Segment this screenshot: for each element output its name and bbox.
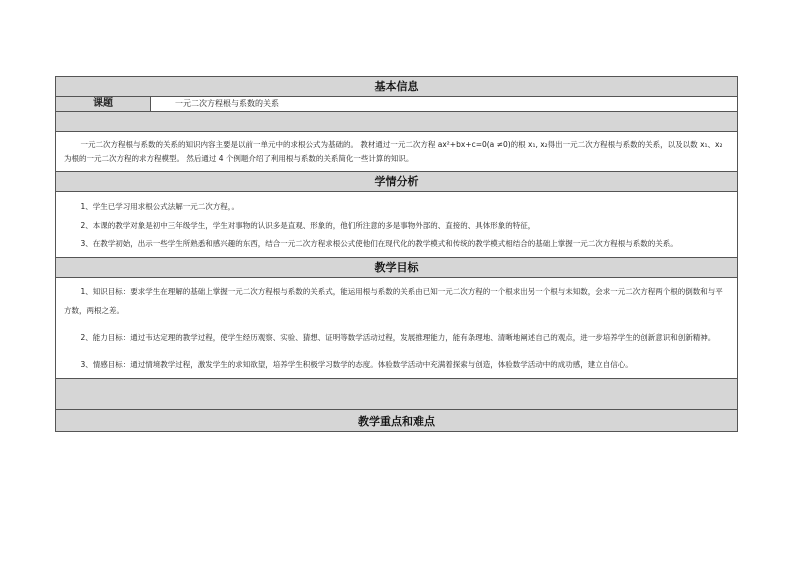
section-header-goals: 教学目标 [56, 258, 737, 278]
gap-band [56, 379, 737, 410]
learning-item: 3、在教学初始，出示一些学生所熟悉和感兴趣的东西，结合一元二次方程求根公式使他们在现代化的教学模式和传统的教学模式相结合的基础上掌握一元二次方程根与系数的关系。 [80, 239, 678, 248]
learning-item: 1、学生已学习用求根公式法解一元二次方程，。 [80, 202, 240, 211]
section-header-basic-info: 基本信息 [56, 77, 737, 97]
blank-band [56, 112, 737, 132]
topic-row [56, 97, 737, 112]
goal-item: 2、能力目标：通过韦达定理的教学过程，使学生经历观察、实验、猜想、证明等数学活动过程，发展推理能力，能有条理地、清晰地阐述自己的观点，进一步培养学生的创新意识和创新精神。 [80, 332, 716, 342]
goal-item: 3、情感目标：通过情境教学过程，激发学生的求知欲望，培养学生积极学习数学的态度。体验数学活动中充满着探索与创造，体验数学活动中的成功感，建立自信心。 [80, 359, 633, 369]
learning-block [56, 192, 737, 258]
section-header-key-points: 教学重点和难点 [56, 410, 737, 432]
intro-text: 一元二次方程根与系数的关系的知识内容主要是以前一单元中的求根公式为基础的。 教材通过一元二次方程 ax²+bx+c=0(a ≠0)的根 x₁, x₂得出一元二次方程根与系数的关系，以及以数 x₁、x₂为根的一元二次方程的求方程模型。 然后通过 4 个例题介绍了利用根与系数的关系简化一些计算的知识。 [64, 140, 723, 163]
learning-item: 2、本课的教学对象是初中三年级学生，学生对事物的认识多是直观、形象的，他们所注意的多是事物外部的、直接的、具体形象的特征， [80, 220, 536, 230]
intro-block [56, 132, 737, 172]
section-header-learning: 学情分析 [56, 172, 737, 192]
lesson-plan-table [55, 76, 738, 432]
topic-value: 一元二次方程根与系数的关系 [175, 99, 279, 108]
goals-block [56, 278, 737, 379]
topic-label: 课题 [56, 97, 151, 111]
goal-item: 1、知识目标：要求学生在理解的基础上掌握一元二次方程根与系数的关系式，能运用根与系数的关系由已知一元二次方程的一个根求出另一个根与未知数，会求一元二次方程两个根的倒数和与平方数，两根之差。 [64, 286, 723, 315]
